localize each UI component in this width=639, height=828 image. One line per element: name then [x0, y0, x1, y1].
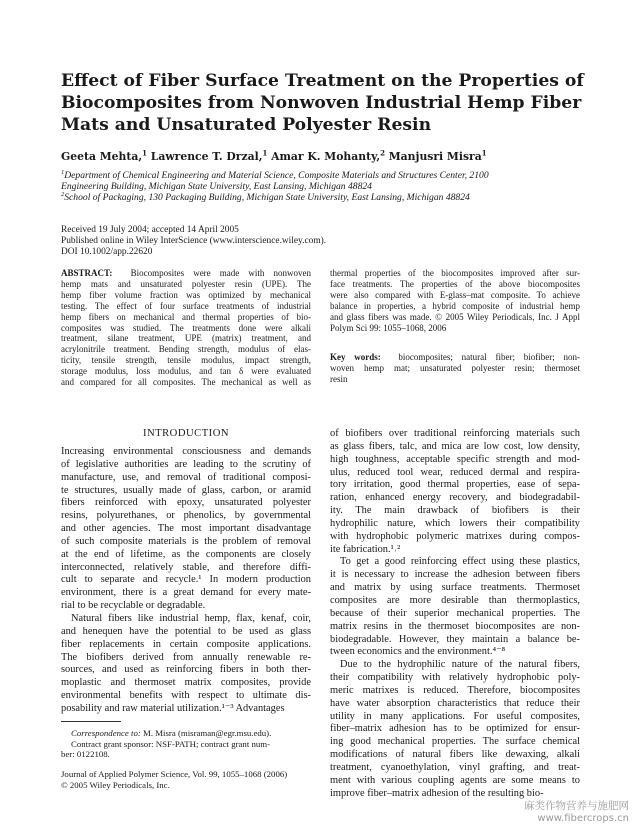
text-line: and henequen have the potential to be used as glass — [61, 625, 311, 637]
paragraph — [61, 446, 311, 613]
abstract-line: storage modulus, loss modulus, and tan δ were evaluated — [61, 366, 311, 377]
text-line: at the end of lifetime, as the components are closely — [61, 548, 311, 560]
text-line: ulus, reduced tool wear, reduced dermal and respira- — [330, 466, 580, 478]
title-line: Mats and Unsaturated Polyester Resin — [61, 115, 432, 135]
text-line: matrix resins in the thermoset biocomposites are non- — [330, 620, 580, 632]
title-line: Biocomposites from Nonwoven Industrial Hemp Fiber — [61, 93, 582, 113]
paragraph — [330, 428, 580, 556]
text-line: composites are more desirable than thermoplastics, — [330, 594, 580, 606]
abstract-line: ticity, tensile strength, tensile modulus, impact strength, — [61, 355, 311, 366]
abstract-line: thermal properties of the biocomposites improved after sur- — [330, 268, 580, 278]
keywords-line: woven hemp mat; unsaturated polyester resin; thermoset — [330, 362, 580, 373]
abstract-line: balance in properties, a hybrid composite of industrial hemp — [330, 300, 580, 311]
text-line: of legislative authorities are leading to the scrutiny of — [61, 458, 311, 470]
text-line: manufacture, use, and removal of traditional composi- — [61, 471, 311, 483]
text-line: The biofibers derived from annually renewable re- — [61, 651, 311, 663]
paragraph — [330, 659, 580, 800]
text-line: cult to separate and recycle.¹ In modern production — [61, 574, 311, 586]
text-line: and other agencies. The most important disadvantage — [61, 523, 311, 535]
text-line: meric matrixes is reduced. Therefore, biocomposites — [330, 684, 580, 696]
author-list — [61, 150, 487, 163]
text-line: rial to be recyclable or degradable. — [61, 600, 206, 612]
keywords — [330, 352, 580, 385]
text-line: utility in many applications. For useful composites, — [330, 710, 580, 722]
text-line: te structures, usually made of glass, carbon, or aramid — [61, 484, 311, 496]
text-line: moplastic and thermoset matrix composites, provide — [61, 677, 311, 689]
abstract-line: hemp mats and unsaturated polyester resin (UPE). The — [61, 278, 311, 289]
text-line: their compatibility with relatively hydrophobic poly- — [330, 672, 580, 684]
doi: DOI 10.1002/app.22620 — [61, 247, 153, 257]
abstract-right — [330, 268, 580, 333]
abstract-line: acrylonitrile treatment. Bending strength, modulus of elas- — [61, 344, 311, 355]
abstract-line: and glass fibers was made. © 2005 Wiley Periodicals, Inc. J Appl — [330, 311, 580, 322]
text-line: modifications of natural fibers like dewaxing, alkali — [330, 749, 580, 761]
text-line: because of their superior mechanical properties. The — [330, 607, 580, 619]
text-line: of biofibers over traditional reinforcing materials such — [330, 428, 580, 439]
text-line: tory irritation, good thermal properties, ease of sepa- — [330, 479, 580, 491]
abstract-label: ABSTRACT: — [61, 268, 113, 278]
correspondence-label: Correspondence to: — [71, 728, 141, 738]
text-line: of such composite materials is the problem of removal — [61, 535, 311, 547]
text-line: fibers reinforced with epoxy, unsaturated polyester — [61, 497, 311, 509]
text-line: and matrix by using surface treatments. Thermoset — [330, 582, 580, 594]
text-line: ite fabrication.¹˒² — [330, 543, 401, 555]
watermark-site-name: 麻类作物营养与施肥网 — [524, 800, 629, 812]
text-line: To get a good reinforcing effect using these plastics, — [340, 556, 580, 568]
affiliation-1-line-1: Department of Chemical Engineering and Material Science, Composite Materials and Structures Center, 2100 — [64, 170, 489, 181]
publication-history — [61, 225, 326, 258]
text-line: posability and raw material utilization.¹⁻³ Advantages — [61, 702, 285, 714]
text-line: ity. The main drawback of biofibers is their — [330, 505, 580, 517]
text-line: as glass fibers, talc, and mica are low cost, low density, — [330, 440, 580, 452]
text-line: improve fiber–matrix adhesion of the resulting bio- — [330, 787, 544, 799]
author-name: Lawrence T. Drzal, — [150, 150, 263, 163]
correspondence-email: M. Misra (misraman@egr.msu.edu). — [143, 728, 272, 738]
text-line: environment, there is a great demand for every mate- — [61, 587, 311, 599]
affiliations — [61, 170, 581, 203]
abstract-line: face treatments. The properties of the above biocomposites — [330, 278, 580, 289]
text-line: sources, and used as reinforcing fibers in both ther- — [61, 664, 311, 676]
text-line: treatment, cyanoethylation, vinyl grafting, and treat- — [330, 761, 580, 773]
journal-citation: Journal of Applied Polymer Science, Vol. 99, 1055–1068 (2006) — [61, 769, 288, 779]
author-affiliation-marker: 1 — [142, 148, 147, 158]
text-line: high toughness, acceptable specific strength and mod- — [330, 453, 580, 465]
author-name: Manjusri Misra — [388, 150, 482, 163]
journal-info — [61, 769, 311, 790]
keywords-label: Key words: — [330, 352, 381, 362]
author-affiliation-marker: 1 — [481, 148, 487, 158]
text-line: resins, polyurethanes, or phenolics, by governmental — [61, 510, 311, 522]
text-line: Due to the hydrophilic nature of the natural fibers, — [340, 659, 580, 671]
footnote-rule — [61, 721, 121, 722]
section-heading-introduction: INTRODUCTION — [142, 428, 230, 439]
left-column-body — [61, 446, 311, 716]
text-line: environmental benefits with respect to ultimate dis- — [61, 690, 311, 702]
text-line: biodegradable. However, they maintain a balance be- — [330, 633, 580, 645]
watermark-url: www.fibercrops.cn — [537, 813, 629, 824]
text-line: have water absorption characteristics that reduce their — [330, 697, 580, 709]
text-line: ration, enhanced energy recovery, and biodegradabil- — [330, 492, 580, 504]
affiliation-marker: 1 — [61, 168, 65, 176]
abstract-line: Biocomposites were made with nonwoven — [130, 268, 311, 278]
author-name: Amar K. Mohanty, — [271, 150, 381, 163]
text-line: interconnected, relatively stable, and therefore diffi- — [61, 561, 311, 573]
keywords-line: resin — [330, 373, 348, 384]
paragraph — [330, 556, 580, 659]
author-affiliation-marker: 2 — [380, 148, 385, 158]
text-line: hydrophilic nature, which lowers their compatibility — [330, 517, 580, 529]
text-line: tween economics and the environment.⁴⁻⁸ — [330, 646, 506, 658]
abstract-line: hemp fibers on mechanical and thermal properties of bio- — [61, 311, 311, 322]
footnote — [61, 728, 311, 760]
abstract-left — [61, 268, 311, 388]
keywords-line: biocomposites; natural fiber; biofiber; non- — [398, 352, 581, 362]
author-name: Geeta Mehta, — [61, 150, 143, 163]
author-affiliation-marker: 1 — [262, 148, 268, 158]
grant-number: ber: 0122108. — [61, 749, 110, 760]
abstract-line: composites was studied. The treatments done were alkali — [61, 322, 311, 333]
affiliation-1-line-2: Engineering Building, Michigan State University, East Lansing, Michigan 48824 — [61, 181, 372, 192]
abstract-line: testing. The effect of four surface treatments of industrial — [61, 300, 311, 311]
abstract-line: hemp fiber volume fraction was optimized by mechanical — [61, 289, 311, 300]
text-line: it is necessary to increase the adhesion between fibers — [330, 569, 580, 581]
affiliation-2: School of Packaging, 130 Packaging Building, Michigan State University, East Lansing, Michigan 48824 — [64, 192, 470, 203]
text-line: fiber–matrix adhesion has to be optimized for ensur- — [330, 723, 580, 735]
text-line: with hydrophobic polymeric matrixes during compos- — [330, 530, 580, 542]
paper-title — [61, 70, 584, 136]
text-line: Natural fibers like industrial hemp, flax, kenaf, coir, — [71, 612, 311, 624]
abstract-line: treatment, silane treatment, UPE (matrix) treatment, and — [61, 333, 311, 344]
affiliation-marker: 2 — [61, 190, 65, 198]
copyright: © 2005 Wiley Periodicals, Inc. — [61, 779, 170, 790]
paragraph — [61, 613, 311, 716]
abstract-line: Polym Sci 99: 1055–1068, 2006 — [330, 322, 447, 333]
text-line: ment with various coupling agents are some means to — [330, 774, 580, 786]
text-line: Increasing environmental consciousness and demands — [61, 446, 311, 457]
site-watermark — [524, 798, 629, 824]
title-line: Effect of Fiber Surface Treatment on the Properties of — [61, 71, 584, 91]
published-online: Published online in Wiley InterScience (www.interscience.wiley.com). — [61, 236, 327, 246]
abstract-line: and compared for all composites. The mechanical as well as — [61, 377, 311, 388]
grant-sponsor: Contract grant sponsor: NSF-PATH; contract grant num- — [71, 738, 271, 749]
received-date: Received 19 July 2004; accepted 14 April 2005 — [61, 225, 239, 235]
abstract-line: were also compared with E-glass–mat composite. To achieve — [330, 289, 580, 300]
right-column-body — [330, 428, 580, 800]
text-line: ing good mechanical properties. The surface chemical — [330, 736, 580, 748]
text-line: fiber replacements in certain composite applications. — [61, 638, 311, 650]
